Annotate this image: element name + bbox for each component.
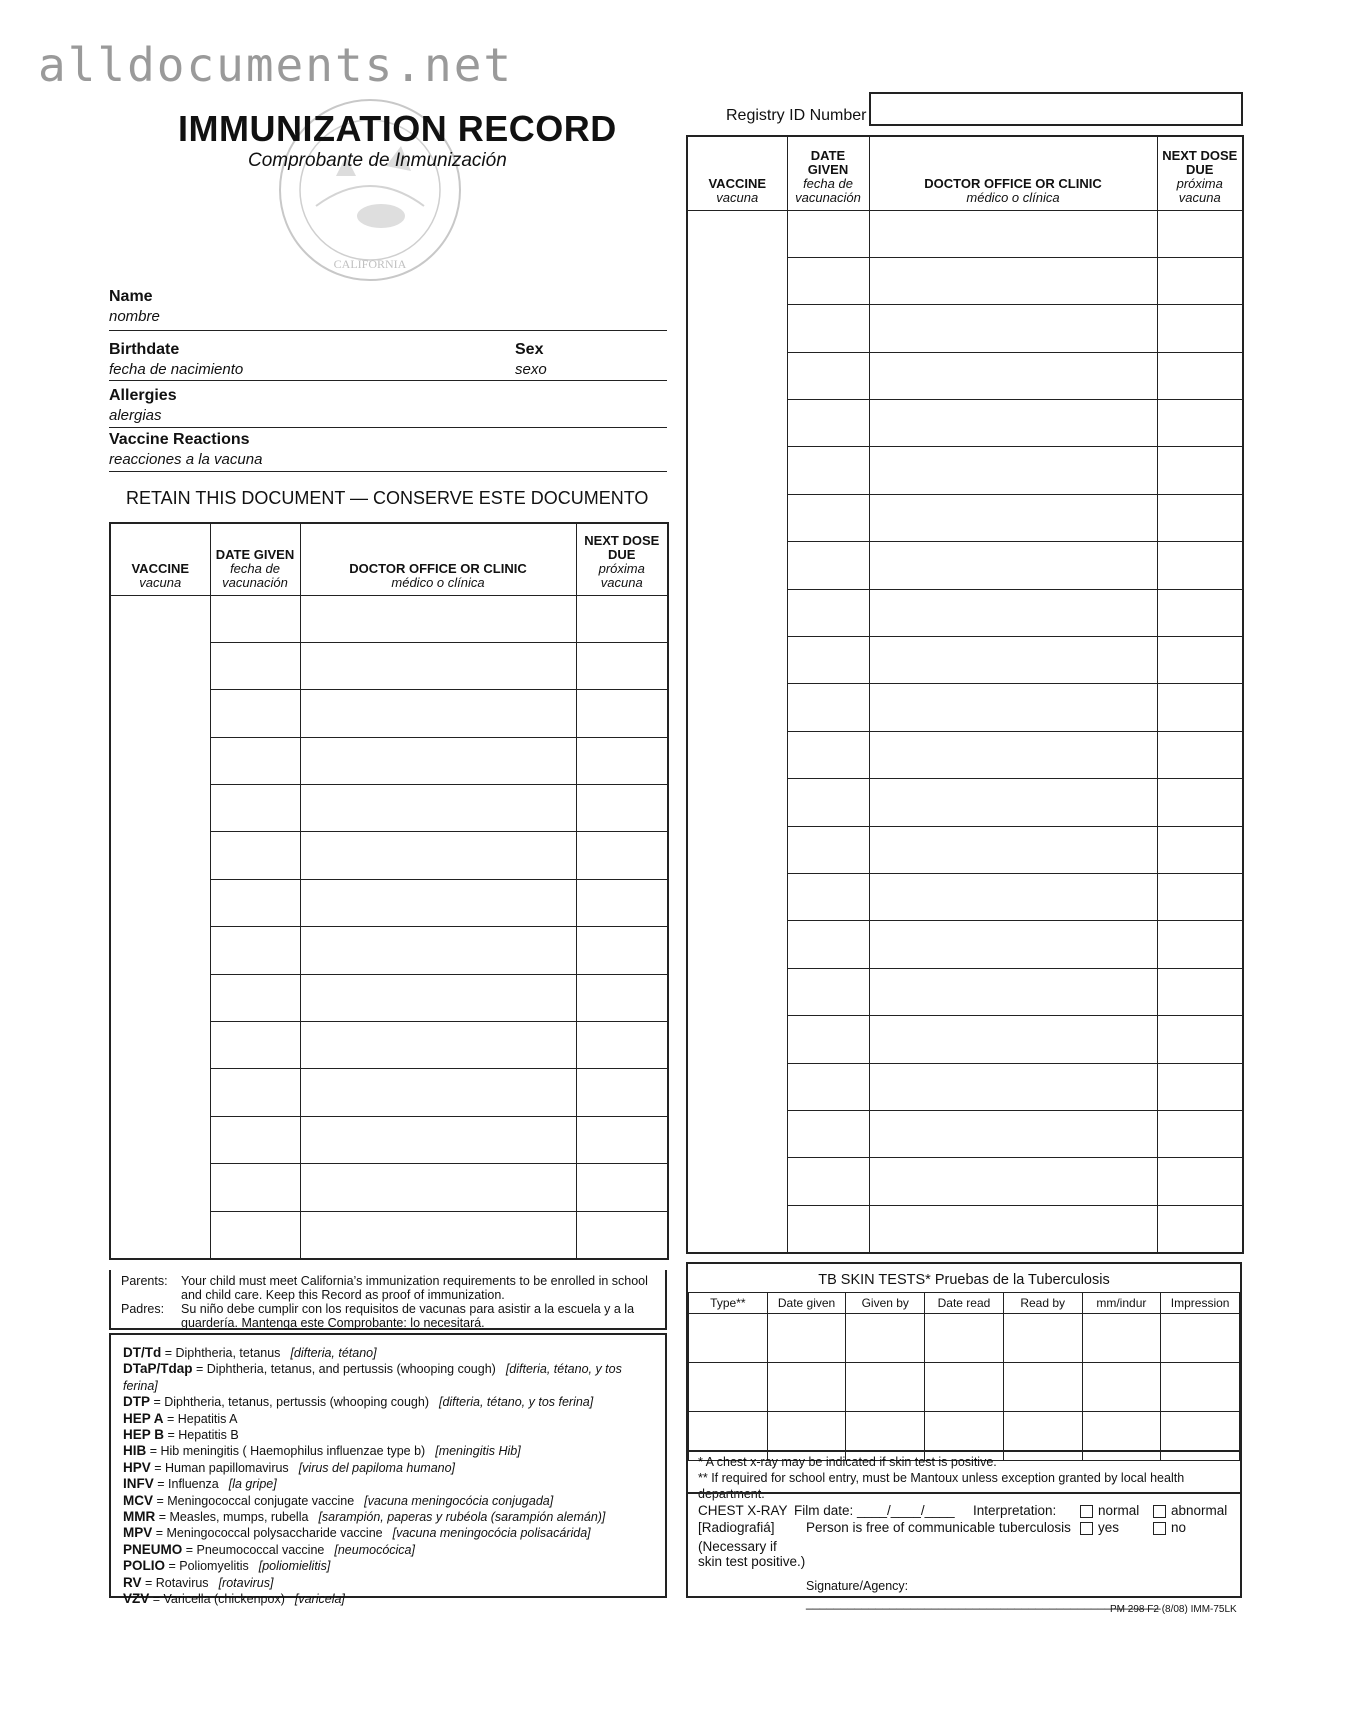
table-row bbox=[687, 494, 1243, 541]
birthdate-label: Birthdate bbox=[109, 341, 180, 358]
date-given-cell[interactable] bbox=[210, 642, 300, 689]
list-item: RV = Rotavirus [rotavirus] bbox=[123, 1574, 274, 1590]
table-row bbox=[687, 968, 1243, 1015]
doctor-cell[interactable] bbox=[869, 637, 1157, 684]
doctor-cell[interactable] bbox=[869, 1110, 1157, 1157]
vaccine-cell[interactable] bbox=[687, 684, 787, 731]
date-given-cell[interactable] bbox=[787, 1205, 869, 1253]
table-row bbox=[110, 927, 668, 974]
list-item: POLIO = Poliomyelitis [poliomielitis] bbox=[123, 1558, 331, 1574]
registry-id-label: Registry ID Number bbox=[726, 107, 867, 124]
vaccine-cell[interactable] bbox=[687, 400, 787, 447]
date-given-cell[interactable] bbox=[787, 400, 869, 447]
table-row bbox=[110, 832, 668, 879]
next-dose-cell[interactable] bbox=[1157, 400, 1243, 447]
date-given-cell[interactable] bbox=[210, 974, 300, 1021]
date-given-cell[interactable] bbox=[210, 927, 300, 974]
doctor-cell[interactable] bbox=[869, 921, 1157, 968]
registry-id-field[interactable] bbox=[869, 92, 1243, 126]
date-given-cell[interactable] bbox=[787, 968, 869, 1015]
birthdate-label-es: fecha de nacimiento bbox=[109, 361, 244, 378]
doctor-cell[interactable] bbox=[869, 826, 1157, 873]
next-dose-cell[interactable] bbox=[576, 785, 668, 832]
next-dose-cell[interactable] bbox=[576, 974, 668, 1021]
table-row bbox=[687, 210, 1243, 257]
list-item: MMR = Measles, mumps, rubella [sarampión, paperas y rubéola (sarampión alemán)] bbox=[123, 1509, 606, 1525]
list-item: DT/Td = Diphtheria, tetanus [difteria, tétano] bbox=[123, 1345, 377, 1360]
date-given-cell[interactable] bbox=[787, 1158, 869, 1205]
next-dose-cell[interactable] bbox=[576, 1069, 668, 1116]
vaccine-cell[interactable] bbox=[110, 1164, 210, 1211]
vaccine-cell[interactable] bbox=[110, 1022, 210, 1069]
vaccine-cell[interactable] bbox=[687, 731, 787, 778]
date-given-cell[interactable] bbox=[210, 1069, 300, 1116]
date-given-cell[interactable] bbox=[787, 1016, 869, 1063]
date-given-cell[interactable] bbox=[210, 690, 300, 737]
tb-cell[interactable] bbox=[925, 1314, 1004, 1363]
tb-notes: * A chest x-ray may be indicated if skin test is positive. ** If required for school entry, must be Mantoux unless exception granted by local health department. bbox=[698, 1455, 1185, 1501]
next-dose-cell[interactable] bbox=[1157, 731, 1243, 778]
tb-title: TB SKIN TESTS* Pruebas de la Tuberculosis bbox=[818, 1272, 1110, 1288]
vaccine-cell[interactable] bbox=[687, 873, 787, 920]
next-dose-cell[interactable] bbox=[1157, 1110, 1243, 1157]
table-row bbox=[110, 1069, 668, 1116]
table-row bbox=[687, 257, 1243, 304]
doctor-cell[interactable] bbox=[869, 494, 1157, 541]
date-given-cell[interactable] bbox=[210, 737, 300, 784]
list-item: HEP A = Hepatitis A bbox=[123, 1410, 238, 1426]
table-row bbox=[687, 1016, 1243, 1063]
doctor-cell[interactable] bbox=[869, 589, 1157, 636]
normal-checkbox[interactable]: normal bbox=[1080, 1502, 1139, 1519]
next-dose-cell[interactable] bbox=[576, 1022, 668, 1069]
list-item: DTP = Diphtheria, tetanus, pertussis (whooping cough) [difteria, tétano, y tos ferina] bbox=[123, 1394, 594, 1410]
watermark: alldocuments.net bbox=[38, 38, 514, 92]
vaccine-cell[interactable] bbox=[687, 826, 787, 873]
tb-row bbox=[689, 1363, 1240, 1412]
next-dose-cell[interactable] bbox=[576, 927, 668, 974]
date-given-cell[interactable] bbox=[787, 352, 869, 399]
col-next-dose: NEXT DOSE DUE próxima vacuna bbox=[1157, 136, 1243, 210]
film-date-field[interactable]: Film date: ____/____/____ bbox=[794, 1503, 955, 1518]
table-row bbox=[110, 1211, 668, 1259]
doctor-cell[interactable] bbox=[869, 731, 1157, 778]
doctor-cell[interactable] bbox=[300, 690, 576, 737]
next-dose-cell[interactable] bbox=[576, 1116, 668, 1163]
date-given-cell[interactable] bbox=[210, 1116, 300, 1163]
table-row bbox=[687, 1063, 1243, 1110]
table-row bbox=[687, 1205, 1243, 1253]
vaccine-cell[interactable] bbox=[110, 974, 210, 1021]
date-given-cell[interactable] bbox=[210, 1022, 300, 1069]
vaccine-cell[interactable] bbox=[687, 921, 787, 968]
tb-header: mm/indur bbox=[1082, 1293, 1161, 1314]
vaccine-cell[interactable] bbox=[110, 595, 210, 642]
vaccine-cell[interactable] bbox=[687, 1158, 787, 1205]
next-dose-cell[interactable] bbox=[576, 832, 668, 879]
doctor-cell[interactable] bbox=[300, 879, 576, 926]
date-given-cell[interactable] bbox=[210, 1211, 300, 1259]
next-dose-cell[interactable] bbox=[1157, 305, 1243, 352]
doctor-cell[interactable] bbox=[869, 305, 1157, 352]
name-label-es: nombre bbox=[109, 308, 160, 325]
vaccine-cell[interactable] bbox=[110, 785, 210, 832]
date-given-cell[interactable] bbox=[787, 779, 869, 826]
abbreviations-list bbox=[109, 1333, 667, 1607]
doctor-cell[interactable] bbox=[869, 1158, 1157, 1205]
vaccine-cell[interactable] bbox=[687, 447, 787, 494]
date-given-cell[interactable] bbox=[787, 1110, 869, 1157]
doctor-cell[interactable] bbox=[300, 737, 576, 784]
col-vaccine: VACCINE vacuna bbox=[687, 136, 787, 210]
tb-header: Impression bbox=[1161, 1293, 1240, 1314]
yes-checkbox[interactable]: yes bbox=[1080, 1519, 1119, 1536]
vaccine-cell[interactable] bbox=[110, 927, 210, 974]
tb-row bbox=[689, 1314, 1240, 1363]
doctor-cell[interactable] bbox=[300, 595, 576, 642]
vaccine-cell[interactable] bbox=[110, 1116, 210, 1163]
table-row bbox=[110, 785, 668, 832]
list-item: HEP B = Hepatitis B bbox=[123, 1427, 239, 1443]
next-dose-cell[interactable] bbox=[1157, 826, 1243, 873]
table-row bbox=[110, 1164, 668, 1211]
next-dose-cell[interactable] bbox=[576, 737, 668, 784]
doctor-cell[interactable] bbox=[869, 210, 1157, 257]
col-date-given: DATE GIVEN fecha de vacunación bbox=[787, 136, 869, 210]
doctor-cell[interactable] bbox=[869, 1063, 1157, 1110]
table-row bbox=[687, 637, 1243, 684]
next-dose-cell[interactable] bbox=[1157, 968, 1243, 1015]
date-given-cell[interactable] bbox=[787, 921, 869, 968]
reactions-field[interactable] bbox=[109, 471, 667, 472]
doctor-cell[interactable] bbox=[869, 542, 1157, 589]
name-label: Name bbox=[109, 288, 153, 305]
table-row bbox=[687, 731, 1243, 778]
tb-header: Read by bbox=[1003, 1293, 1082, 1314]
table-row bbox=[687, 1158, 1243, 1205]
table-row bbox=[687, 826, 1243, 873]
date-given-cell[interactable] bbox=[210, 1164, 300, 1211]
next-dose-cell[interactable] bbox=[1157, 352, 1243, 399]
vaccine-cell[interactable] bbox=[687, 352, 787, 399]
reactions-label: Vaccine Reactions bbox=[109, 431, 250, 448]
list-item: MCV = Meningococcal conjugate vaccine [vacuna meningocócia conjugada] bbox=[123, 1492, 554, 1508]
abnormal-checkbox[interactable]: abnormal bbox=[1153, 1502, 1227, 1519]
doctor-cell[interactable] bbox=[869, 779, 1157, 826]
col-doctor: DOCTOR OFFICE OR CLINIC médico o clínica bbox=[300, 523, 576, 595]
reactions-label-es: reacciones a la vacuna bbox=[109, 451, 263, 468]
col-vaccine: VACCINE vacuna bbox=[110, 523, 210, 595]
next-dose-cell[interactable] bbox=[1157, 542, 1243, 589]
page-subtitle: Comprobante de Inmunización bbox=[248, 150, 507, 171]
svg-text:CALIFORNIA: CALIFORNIA bbox=[333, 257, 407, 271]
date-given-cell[interactable] bbox=[787, 589, 869, 636]
col-date-given: DATE GIVEN fecha de vacunación bbox=[210, 523, 300, 595]
vaccine-cell[interactable] bbox=[110, 642, 210, 689]
doctor-cell[interactable] bbox=[869, 400, 1157, 447]
date-given-cell[interactable] bbox=[787, 494, 869, 541]
table-row bbox=[110, 1022, 668, 1069]
vaccine-table-left bbox=[109, 522, 669, 1260]
table-row bbox=[110, 595, 668, 642]
next-dose-cell[interactable] bbox=[576, 690, 668, 737]
next-dose-cell[interactable] bbox=[576, 642, 668, 689]
col-doctor: DOCTOR OFFICE OR CLINIC médico o clínica bbox=[869, 136, 1157, 210]
tb-cell[interactable] bbox=[1003, 1314, 1082, 1363]
name-field[interactable] bbox=[109, 330, 667, 331]
vaccine-cell[interactable] bbox=[110, 690, 210, 737]
vaccine-cell[interactable] bbox=[110, 1069, 210, 1116]
allergies-label-es: alergias bbox=[109, 407, 162, 424]
birthdate-sex-field[interactable] bbox=[109, 380, 667, 381]
doctor-cell[interactable] bbox=[300, 1116, 576, 1163]
doctor-cell[interactable] bbox=[300, 642, 576, 689]
date-given-cell[interactable] bbox=[210, 785, 300, 832]
vaccine-table-right bbox=[686, 135, 1244, 1254]
vaccine-cell[interactable] bbox=[687, 589, 787, 636]
doctor-cell[interactable] bbox=[869, 447, 1157, 494]
next-dose-cell[interactable] bbox=[576, 1164, 668, 1211]
date-given-cell[interactable] bbox=[787, 447, 869, 494]
date-given-cell[interactable] bbox=[787, 257, 869, 304]
page-title: IMMUNIZATION RECORD bbox=[178, 108, 617, 149]
table-row bbox=[687, 921, 1243, 968]
table-row bbox=[110, 879, 668, 926]
vaccine-cell[interactable] bbox=[687, 968, 787, 1015]
date-given-cell[interactable] bbox=[787, 731, 869, 778]
retain-notice: RETAIN THIS DOCUMENT — CONSERVE ESTE DOCUMENTO bbox=[126, 488, 649, 508]
table-row bbox=[687, 400, 1243, 447]
vaccine-cell[interactable] bbox=[110, 879, 210, 926]
vaccine-cell[interactable] bbox=[687, 637, 787, 684]
date-given-cell[interactable] bbox=[787, 1063, 869, 1110]
tb-cell[interactable] bbox=[846, 1363, 925, 1412]
next-dose-cell[interactable] bbox=[1157, 494, 1243, 541]
tb-cell[interactable] bbox=[925, 1363, 1004, 1412]
next-dose-cell[interactable] bbox=[1157, 589, 1243, 636]
doctor-cell[interactable] bbox=[300, 785, 576, 832]
next-dose-cell[interactable] bbox=[1157, 1158, 1243, 1205]
next-dose-cell[interactable] bbox=[1157, 1205, 1243, 1253]
doctor-cell[interactable] bbox=[300, 832, 576, 879]
tb-cell[interactable] bbox=[1161, 1314, 1240, 1363]
vaccine-cell[interactable] bbox=[687, 1110, 787, 1157]
tb-cell[interactable] bbox=[1082, 1363, 1161, 1412]
vaccine-cell[interactable] bbox=[687, 257, 787, 304]
tb-header: Type** bbox=[689, 1293, 768, 1314]
chest-xray-section: CHEST X-RAY [Radiografiá] (Necessary if skin test positive.) Film date: ____/____/____ Interpretation: Person is free of communicable tuberculosis normal abnormal yes no Signature/Agency: ___________________________________________________ bbox=[698, 1503, 1228, 1610]
next-dose-cell[interactable] bbox=[1157, 447, 1243, 494]
table-row bbox=[687, 542, 1243, 589]
tb-cell[interactable] bbox=[1082, 1314, 1161, 1363]
table-row bbox=[687, 447, 1243, 494]
tb-cell[interactable] bbox=[767, 1363, 846, 1412]
form-number: PM 298 F2 (8/08) IMM-75LK bbox=[1110, 1604, 1237, 1615]
next-dose-cell[interactable] bbox=[1157, 1016, 1243, 1063]
tb-cell[interactable] bbox=[1161, 1363, 1240, 1412]
next-dose-cell[interactable] bbox=[1157, 210, 1243, 257]
sex-label-es: sexo bbox=[515, 361, 547, 378]
list-item: HIB = Hib meningitis ( Haemophilus influenzae type b) [meningitis Hib] bbox=[123, 1443, 521, 1459]
doctor-cell[interactable] bbox=[300, 1069, 576, 1116]
allergies-field[interactable] bbox=[109, 427, 667, 428]
date-given-cell[interactable] bbox=[787, 826, 869, 873]
vaccine-cell[interactable] bbox=[687, 305, 787, 352]
list-item: INFV = Influenza [la gripe] bbox=[123, 1476, 277, 1492]
table-row bbox=[110, 642, 668, 689]
vaccine-cell[interactable] bbox=[687, 494, 787, 541]
vaccine-cell[interactable] bbox=[110, 737, 210, 784]
table-row bbox=[687, 684, 1243, 731]
vaccine-cell[interactable] bbox=[687, 1205, 787, 1253]
next-dose-cell[interactable] bbox=[1157, 684, 1243, 731]
parents-notice: Parents: Your child must meet California’s immunization requirements to be enrolled in school and child care. Keep this Record as proof of immunization. Padres: Su niño debe cumplir con los requisitos de vacunas para asistir a la escuela y a la guardería. Mantenga este Comprobante: lo necesitará. bbox=[109, 1270, 667, 1330]
next-dose-cell[interactable] bbox=[1157, 779, 1243, 826]
date-given-cell[interactable] bbox=[787, 637, 869, 684]
doctor-cell[interactable] bbox=[300, 1022, 576, 1069]
tb-header: Date read bbox=[925, 1293, 1004, 1314]
date-given-cell[interactable] bbox=[787, 684, 869, 731]
table-row bbox=[110, 1116, 668, 1163]
doctor-cell[interactable] bbox=[869, 1205, 1157, 1253]
doctor-cell[interactable] bbox=[869, 257, 1157, 304]
doctor-cell[interactable] bbox=[300, 927, 576, 974]
list-item: DTaP/Tdap = Diphtheria, tetanus, and pertussis (whooping cough) [difteria, tétano, y tos ferina] bbox=[123, 1361, 622, 1393]
next-dose-cell[interactable] bbox=[1157, 257, 1243, 304]
date-given-cell[interactable] bbox=[210, 595, 300, 642]
tb-header: Date given bbox=[767, 1293, 846, 1314]
list-item: HPV = Human papillomavirus [virus del papiloma humano] bbox=[123, 1459, 456, 1475]
table-row bbox=[687, 352, 1243, 399]
doctor-cell[interactable] bbox=[300, 1211, 576, 1259]
doctor-cell[interactable] bbox=[869, 873, 1157, 920]
next-dose-cell[interactable] bbox=[1157, 921, 1243, 968]
tb-cell[interactable] bbox=[846, 1314, 925, 1363]
vaccine-cell[interactable] bbox=[687, 542, 787, 589]
list-item: PNEUMO = Pneumococcal vaccine [neumocócica] bbox=[123, 1541, 415, 1557]
vaccine-cell[interactable] bbox=[687, 1063, 787, 1110]
allergies-label: Allergies bbox=[109, 387, 177, 404]
tb-cell[interactable] bbox=[689, 1363, 768, 1412]
doctor-cell[interactable] bbox=[869, 968, 1157, 1015]
vaccine-cell[interactable] bbox=[687, 779, 787, 826]
date-given-cell[interactable] bbox=[787, 210, 869, 257]
table-row bbox=[110, 737, 668, 784]
table-row bbox=[687, 1110, 1243, 1157]
vaccine-cell[interactable] bbox=[110, 832, 210, 879]
list-item: VZV = Varicella (chickenpox) [varicela] bbox=[123, 1591, 345, 1607]
tb-header: Given by bbox=[846, 1293, 925, 1314]
table-row bbox=[687, 779, 1243, 826]
tb-cell[interactable] bbox=[767, 1314, 846, 1363]
vaccine-cell[interactable] bbox=[110, 1211, 210, 1259]
list-item: MPV = Meningococcal polysaccharide vaccine [vacuna meningocócia polisacárida] bbox=[123, 1525, 591, 1541]
next-dose-cell[interactable] bbox=[576, 1211, 668, 1259]
sex-label: Sex bbox=[515, 341, 544, 358]
tb-cell[interactable] bbox=[689, 1314, 768, 1363]
table-row bbox=[687, 589, 1243, 636]
no-checkbox[interactable]: no bbox=[1153, 1519, 1186, 1536]
next-dose-cell[interactable] bbox=[1157, 1063, 1243, 1110]
next-dose-cell[interactable] bbox=[576, 595, 668, 642]
signature-field[interactable]: Signature/Agency: ___________________________________________________ bbox=[806, 1579, 1161, 1610]
doctor-cell[interactable] bbox=[869, 352, 1157, 399]
next-dose-cell[interactable] bbox=[1157, 637, 1243, 684]
next-dose-cell[interactable] bbox=[1157, 873, 1243, 920]
table-row bbox=[110, 974, 668, 1021]
date-given-cell[interactable] bbox=[787, 873, 869, 920]
doctor-cell[interactable] bbox=[300, 974, 576, 1021]
table-row bbox=[687, 305, 1243, 352]
vaccine-cell[interactable] bbox=[687, 1016, 787, 1063]
tb-cell[interactable] bbox=[1003, 1363, 1082, 1412]
next-dose-cell[interactable] bbox=[576, 879, 668, 926]
table-row bbox=[687, 873, 1243, 920]
doctor-cell[interactable] bbox=[300, 1164, 576, 1211]
date-given-cell[interactable] bbox=[787, 542, 869, 589]
vaccine-cell[interactable] bbox=[687, 210, 787, 257]
date-given-cell[interactable] bbox=[787, 305, 869, 352]
date-given-cell[interactable] bbox=[210, 832, 300, 879]
doctor-cell[interactable] bbox=[869, 684, 1157, 731]
tb-table bbox=[688, 1292, 1240, 1461]
date-given-cell[interactable] bbox=[210, 879, 300, 926]
col-next-dose: NEXT DOSE DUE próxima vacuna bbox=[576, 523, 668, 595]
doctor-cell[interactable] bbox=[869, 1016, 1157, 1063]
table-row bbox=[110, 690, 668, 737]
